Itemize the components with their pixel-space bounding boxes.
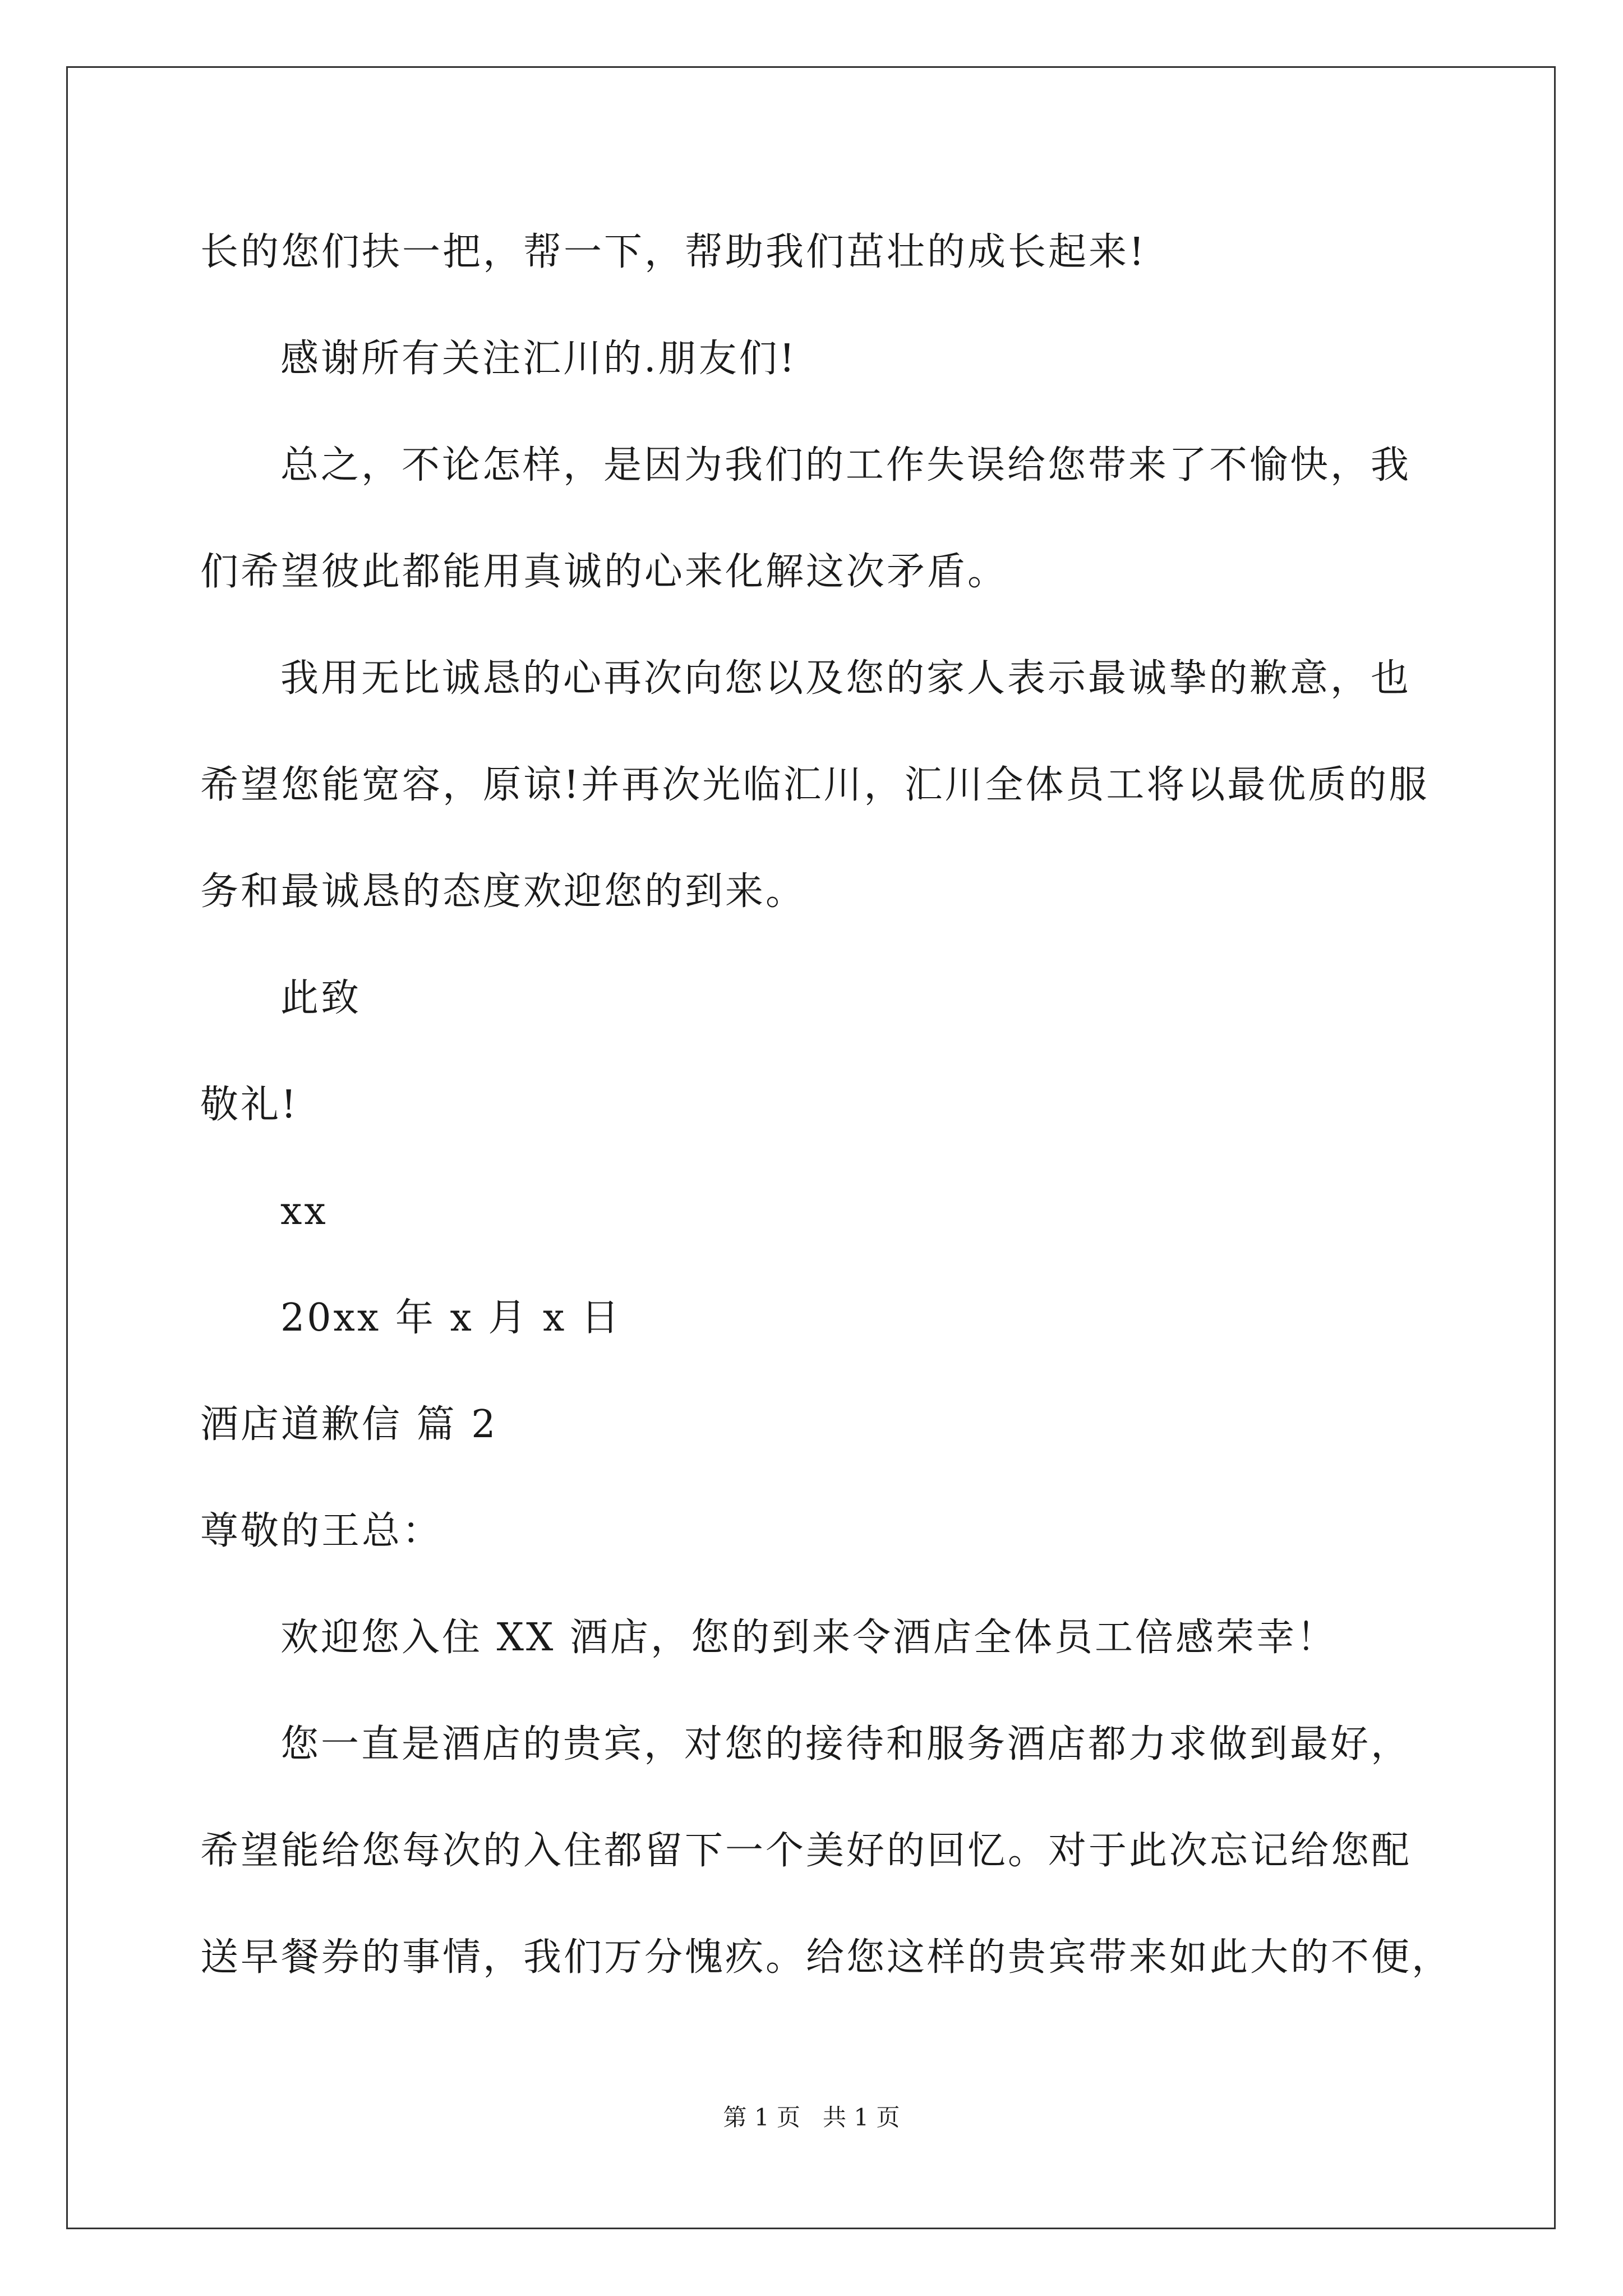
paragraph-line: 总之，不论怎样，是因为我们的工作失误给您带来了不愉快，我 [280, 443, 1412, 487]
signature: xx [280, 1189, 328, 1234]
paragraph-line: 欢迎您入住 XX 酒店，您的到来令酒店全体员工倍感荣幸！ [280, 1616, 1338, 1660]
closing-salutation: 此致 [280, 976, 362, 1020]
paragraph-line: 我用无比诚恳的心再次向您以及您的家人表示最诚挚的歉意，也 [280, 656, 1412, 701]
page-border [66, 66, 1556, 2229]
date-line: 20xx 年 x 月 x 日 [280, 1296, 622, 1340]
paragraph-line: 希望您能宽容，原谅!并再次光临汇川，汇川全体员工将以最优质的服 [200, 763, 1430, 807]
section-heading: 酒店道歉信 篇 2 [200, 1402, 498, 1447]
page-number-footer: 第 1 页 共 1 页 [723, 2104, 900, 2131]
greeting-line: 尊敬的王总： [200, 1509, 443, 1553]
paragraph-line: 们希望彼此都能用真诚的心来化解这次矛盾。 [200, 550, 1008, 594]
paragraph-line: 送早餐券的事情，我们万分愧疚。给您这样的贵宾带来如此大的不便， [200, 1935, 1453, 1980]
paragraph-line: 感谢所有关注汇川的.朋友们! [280, 337, 797, 381]
paragraph-line: 您一直是酒店的贵宾，对您的接待和服务酒店都力求做到最好， [280, 1722, 1412, 1766]
paragraph-line: 长的您们扶一把，帮一下，帮助我们茁壮的成长起来! [200, 230, 1147, 274]
paragraph-line: 务和最诚恳的态度欢迎您的到来。 [200, 869, 806, 914]
closing-regards: 敬礼! [200, 1083, 299, 1127]
paragraph-line: 希望能给您每次的入住都留下一个美好的回忆。对于此次忘记给您配 [200, 1829, 1412, 1873]
